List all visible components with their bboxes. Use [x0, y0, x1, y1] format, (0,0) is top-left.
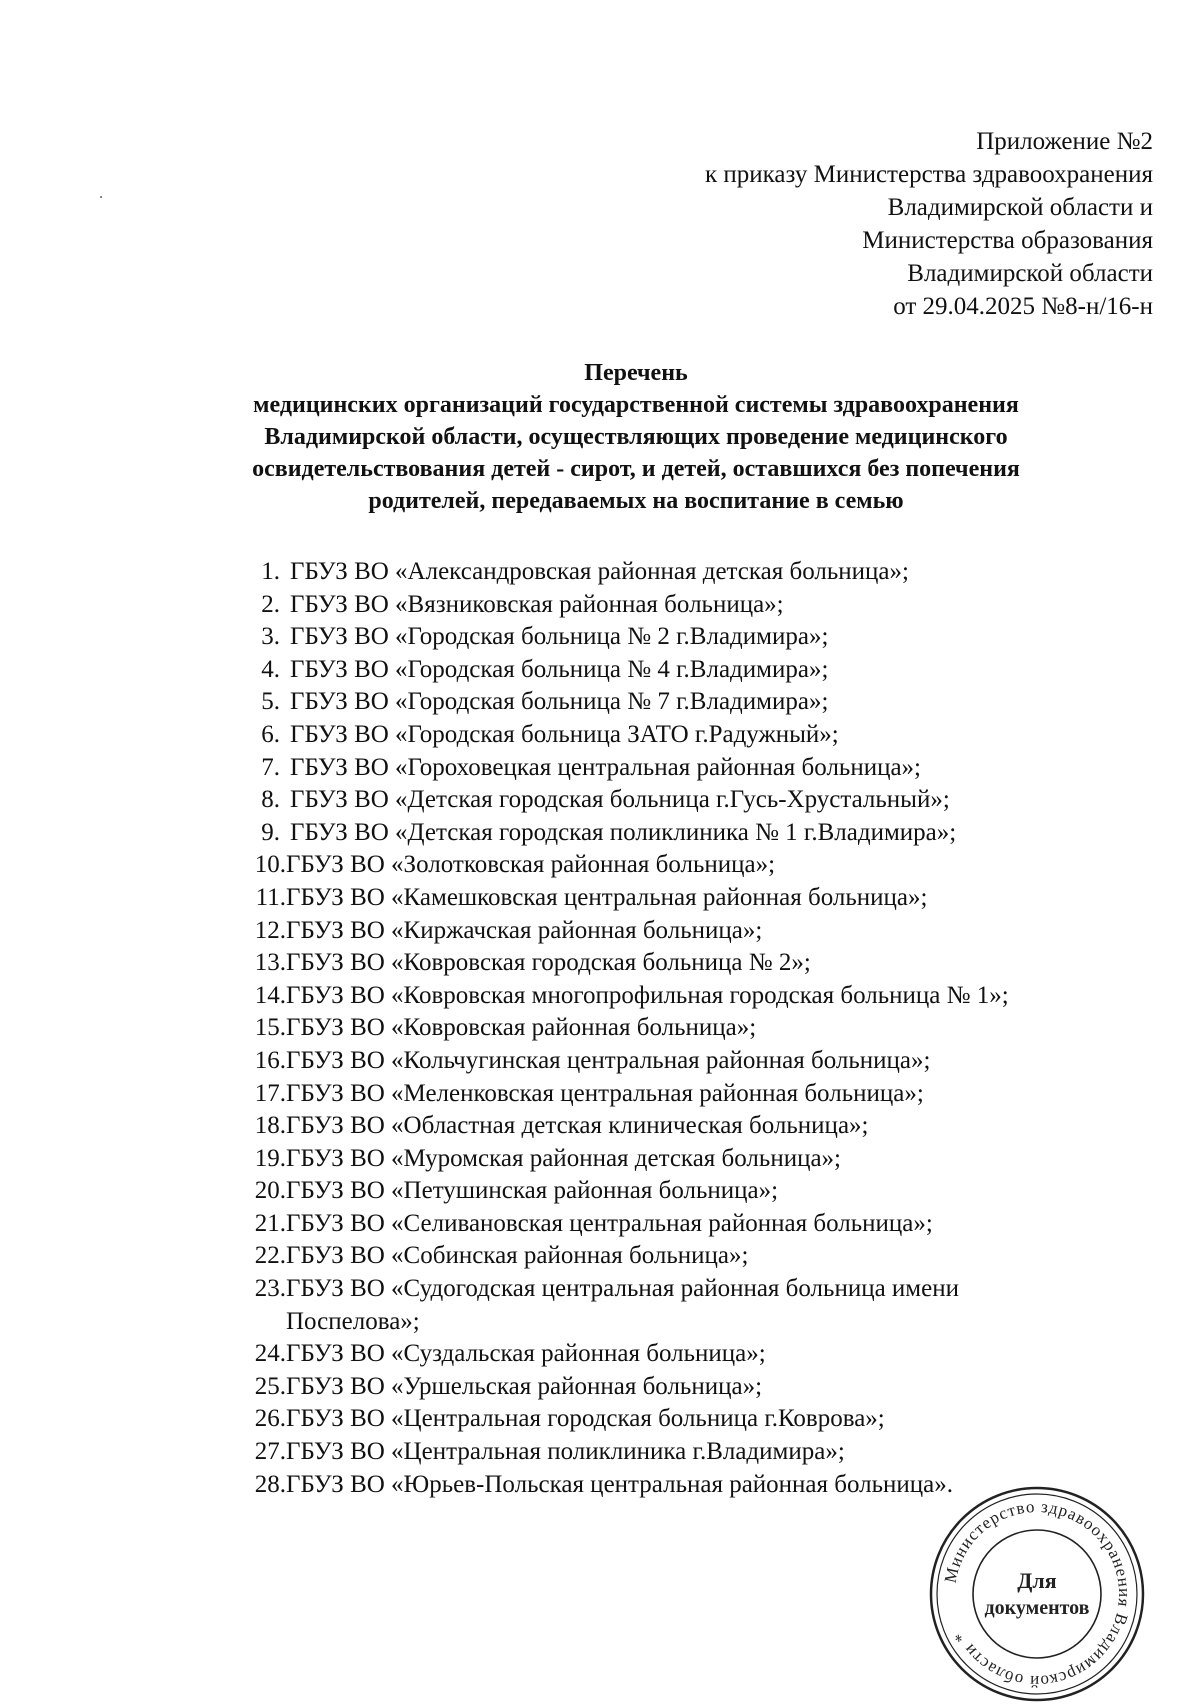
- appendix-line: Владимирской области: [907, 260, 1153, 287]
- list-item: [244, 686, 1144, 719]
- list-item-number: 5.: [261, 688, 280, 716]
- list-item-text: ГБУЗ ВО «Собинская районная больница»;: [286, 1242, 749, 1270]
- list-item-number: 19.: [254, 1144, 286, 1172]
- list-item-number: 27.: [254, 1438, 286, 1466]
- list-item-text: ГБУЗ ВО «Ковровская районная больница»;: [286, 1014, 757, 1042]
- appendix-line: от 29.04.2025 №8-н/16-н: [893, 293, 1153, 320]
- list-item-text: ГБУЗ ВО «Областная детская клиническая больница»;: [286, 1112, 869, 1140]
- list-item: [244, 621, 1144, 654]
- list-item-text: ГБУЗ ВО «Суздальская районная больница»;: [286, 1340, 766, 1368]
- svg-text:Министерство здравоохранения В: [941, 1497, 1134, 1691]
- list-item-text: ГБУЗ ВО «Александровская районная детская больница»;: [290, 558, 909, 585]
- list-item-number: 23.: [254, 1275, 286, 1303]
- list-item-text: ГБУЗ ВО «Центральная городская больница г.Коврова»;: [286, 1405, 885, 1433]
- list-item: [244, 589, 1144, 622]
- title-line: Владимирской области, осуществляющих проведение медицинского: [264, 424, 1008, 450]
- list-item-text: ГБУЗ ВО «Вязниковская районная больница»;: [290, 590, 784, 618]
- list-item-text: ГБУЗ ВО «Уршельская районная больница»;: [286, 1372, 763, 1400]
- list-item: [244, 784, 1144, 817]
- list-item-text: ГБУЗ ВО «Городская больница № 2 г.Владимира»;: [290, 623, 829, 651]
- list-item-number: 11.: [255, 883, 286, 911]
- list-item-number: 26.: [254, 1405, 286, 1433]
- title-line: освидетельствования детей - сирот, и детей, оставшихся без попечения: [252, 456, 1020, 482]
- list-item-text: ГБУЗ ВО «Юрьев-Польская центральная районная больница».: [286, 1470, 954, 1498]
- title-line: медицинских организаций государственной системы здравоохранения: [253, 392, 1019, 418]
- list-item-text: ГБУЗ ВО «Кольчугинская центральная районная больница»;: [286, 1046, 931, 1074]
- list-item-number: 15.: [254, 1014, 286, 1042]
- appendix-line: Приложение №2: [976, 128, 1153, 155]
- list-item-number: 1.: [261, 558, 280, 585]
- list-item-number: 17.: [254, 1079, 286, 1107]
- list-item-number: 6.: [261, 720, 280, 748]
- list-item: [244, 1338, 1144, 1371]
- document-title: [150, 357, 1122, 517]
- list-item-text: ГБУЗ ВО «Меленковская центральная районная больница»;: [286, 1079, 924, 1107]
- list-item: [244, 849, 1144, 882]
- list-item: [244, 654, 1144, 687]
- list-item: [244, 1240, 1144, 1273]
- list-item: [244, 1403, 1144, 1436]
- list-item: [244, 1012, 1144, 1045]
- list-item-text: ГБУЗ ВО «Камешковская центральная районная больница»;: [286, 883, 928, 911]
- list-item-text: ГБУЗ ВО «Городская больница ЗАТО г.Радужный»;: [290, 720, 839, 748]
- list-item-number: 9.: [261, 818, 280, 846]
- list-item: [244, 1078, 1144, 1111]
- organization-list: [244, 556, 1144, 1501]
- list-item-number: 25.: [254, 1372, 286, 1400]
- list-item-text: ГБУЗ ВО «Ковровская городская больница № 2»;: [286, 949, 811, 977]
- list-item-number: 13.: [254, 949, 286, 977]
- list-item-text: ГБУЗ ВО «Петушинская районная больница»;: [286, 1177, 779, 1205]
- list-item: [244, 1208, 1144, 1241]
- official-stamp: [927, 1484, 1147, 1704]
- list-item-number: 20.: [254, 1177, 286, 1205]
- list-item-text: ГБУЗ ВО «Гороховецкая центральная районная больница»;: [290, 753, 922, 781]
- list-item-text: ГБУЗ ВО «Муромская районная детская больница»;: [286, 1144, 841, 1172]
- list-item-text: ГБУЗ ВО «Центральная поликлиника г.Владимира»;: [286, 1438, 845, 1466]
- list-item-number: 12.: [254, 916, 286, 944]
- list-item-text: ГБУЗ ВО «Детская городская поликлиника № 1 г.Владимира»;: [290, 818, 957, 846]
- list-item-number: 3.: [261, 623, 280, 651]
- list-item-number: 10.: [254, 851, 286, 879]
- list-item-number: 21.: [254, 1209, 286, 1237]
- list-item: [244, 719, 1144, 752]
- scan-speck: [100, 196, 102, 198]
- list-item: [244, 817, 1144, 850]
- list-item-number: 22.: [254, 1242, 286, 1270]
- list-item: [244, 1143, 1144, 1176]
- list-item: [244, 1175, 1144, 1208]
- appendix-line: Министерства образования: [862, 227, 1153, 254]
- list-item-number: 8.: [261, 786, 280, 814]
- list-item: [244, 1110, 1144, 1143]
- stamp-center-line: документов: [984, 1597, 1090, 1619]
- list-item: [244, 915, 1144, 948]
- list-item: [244, 980, 1144, 1013]
- list-item-text: ГБУЗ ВО «Судогодская центральная районная больница имени Поспелова»;: [286, 1275, 959, 1335]
- stamp-seal-graphic: [927, 1484, 1147, 1704]
- list-item-text: ГБУЗ ВО «Городская больница № 4 г.Владимира»;: [290, 655, 829, 683]
- appendix-header: [533, 125, 1153, 323]
- stamp-center-line: Для: [1017, 1568, 1057, 1593]
- list-item-number: 4.: [261, 655, 280, 683]
- stamp-ring-text: Министерство здравоохранения Владимирской области *: [940, 1496, 1135, 1692]
- list-item-number: 18.: [254, 1112, 286, 1140]
- list-item-text: ГБУЗ ВО «Золотковская районная больница»;: [286, 851, 776, 879]
- list-item: [244, 1371, 1144, 1404]
- list-item-text: ГБУЗ ВО «Детская городская больница г.Гусь-Хрустальный»;: [290, 786, 950, 814]
- list-item-number: 14.: [254, 981, 286, 1009]
- list-item: [244, 1045, 1144, 1078]
- list-item: [244, 947, 1144, 980]
- list-item-text: ГБУЗ ВО «Киржачская районная больница»;: [286, 916, 763, 944]
- list-item-text: ГБУЗ ВО «Селивановская центральная районная больница»;: [286, 1209, 933, 1237]
- title-line: родителей, передаваемых на воспитание в семью: [368, 488, 904, 514]
- list-item-number: 16.: [254, 1046, 286, 1074]
- list-item: [244, 556, 1144, 589]
- list-item-number: 28.: [254, 1470, 286, 1498]
- title-heading: Перечень: [584, 360, 688, 386]
- list-item-number: 7.: [261, 753, 280, 781]
- list-item: [244, 1273, 1144, 1338]
- list-item-text: ГБУЗ ВО «Ковровская многопрофильная городская больница № 1»;: [286, 981, 1009, 1009]
- list-item-number: 2.: [261, 590, 280, 618]
- list-item: [244, 752, 1144, 785]
- appendix-line: к приказу Министерства здравоохранения: [704, 161, 1153, 188]
- list-item: [244, 1436, 1144, 1469]
- appendix-line: Владимирской области и: [887, 194, 1153, 221]
- list-item: [244, 882, 1144, 915]
- list-item-text: ГБУЗ ВО «Городская больница № 7 г.Владимира»;: [290, 688, 829, 716]
- list-item-number: 24.: [254, 1340, 286, 1368]
